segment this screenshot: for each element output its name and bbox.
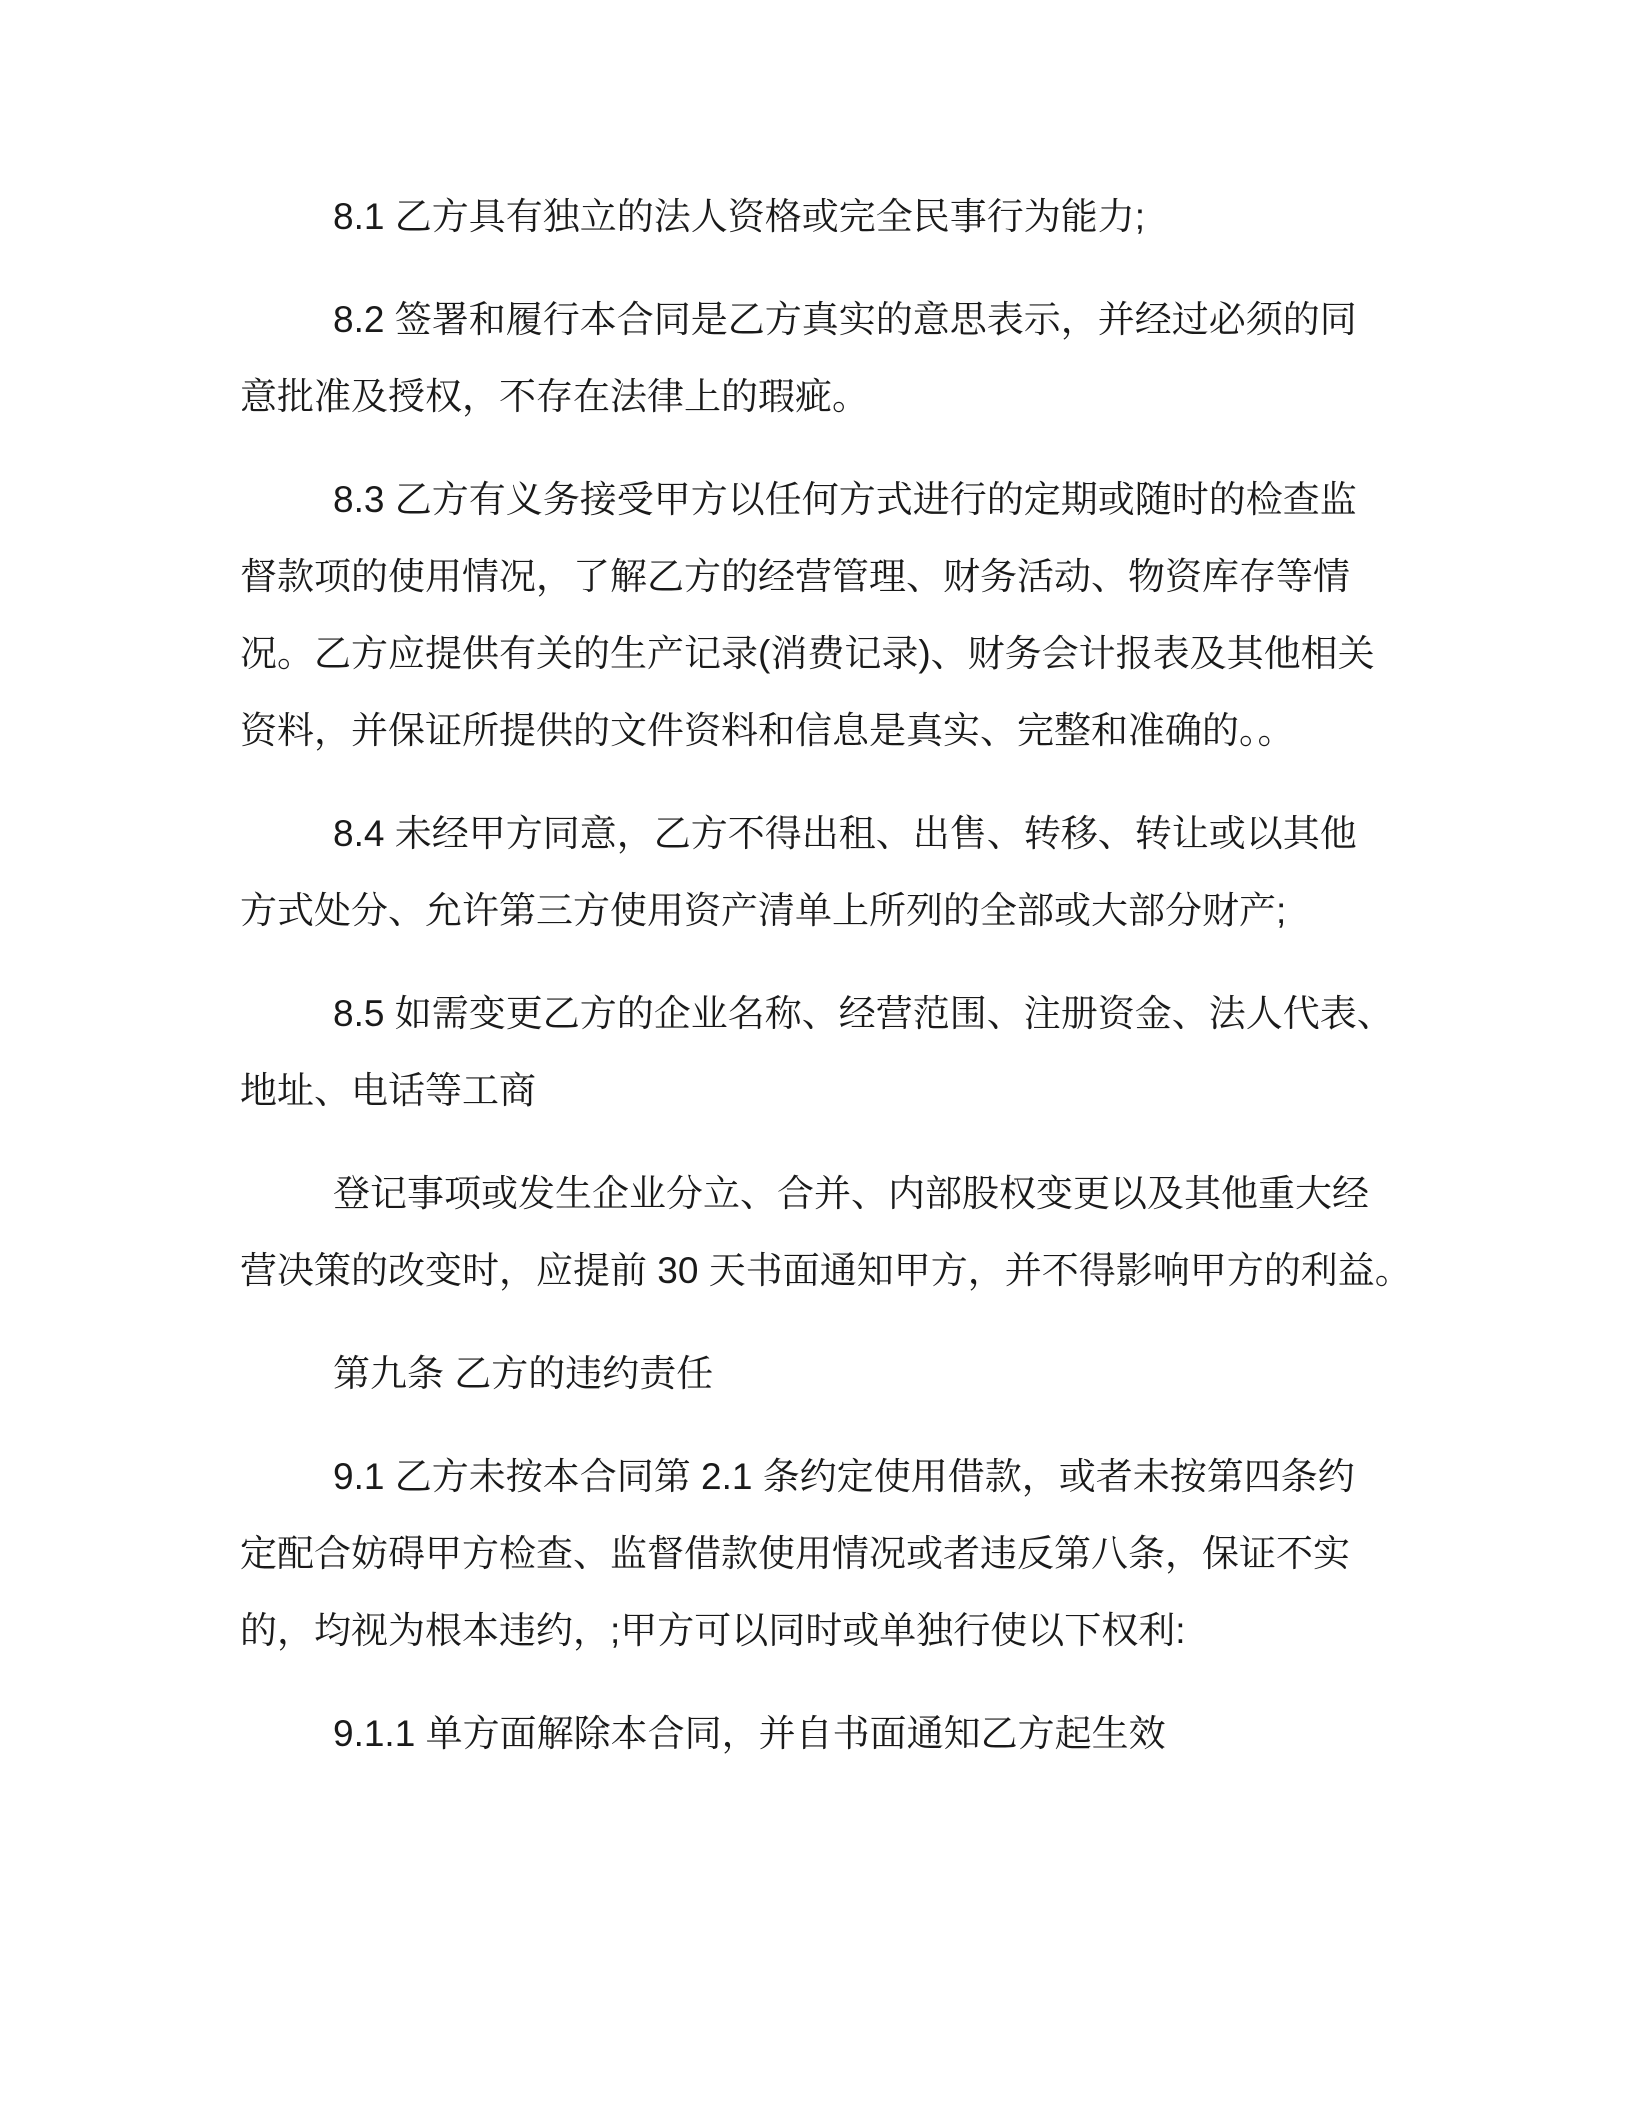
paragraph-line: 8.2 签署和履行本合同是乙方真实的意思表示，并经过必须的同 <box>333 299 1357 340</box>
paragraph-line: 意批准及授权，不存在法律上的瑕疵。 <box>240 376 869 417</box>
paragraph-line: 的，均视为根本违约，;甲方可以同时或单独行使以下权利: <box>240 1610 1186 1651</box>
paragraph-line: 登记事项或发生企业分立、合并、内部股权变更以及其他重大经 <box>333 1173 1369 1214</box>
paragraph-line: 9.1 乙方未按本合同第 2.1 条约定使用借款，或者未按第四条约 <box>333 1456 1355 1497</box>
document-page <box>240 178 1540 1798</box>
clause-8-5 <box>240 975 1540 1129</box>
clause-8-1 <box>240 178 1540 255</box>
paragraph-line: 方式处分、允许第三方使用资产清单上所列的全部或大部分财产; <box>240 890 1287 931</box>
section-heading: 第九条 乙方的违约责任 <box>333 1353 714 1394</box>
paragraph-line: 8.1 乙方具有独立的法人资格或完全民事行为能力; <box>333 196 1145 237</box>
paragraph-line: 营决策的改变时，应提前 30 天书面通知甲方，并不得影响甲方的利益。 <box>240 1250 1412 1291</box>
clause-8-3 <box>240 461 1540 769</box>
paragraph-line: 督款项的使用情况，了解乙方的经营管理、财务活动、物资库存等情 <box>240 556 1350 597</box>
paragraph-line: 地址、电话等工商 <box>240 1070 536 1111</box>
clause-9-1 <box>240 1438 1540 1669</box>
article-9-heading <box>240 1335 1540 1412</box>
paragraph-line: 资料，并保证所提供的文件资料和信息是真实、完整和准确的。。 <box>240 710 1295 751</box>
clause-8-5-continued <box>240 1155 1540 1309</box>
paragraph-line: 8.4 未经甲方同意，乙方不得出租、出售、转移、转让或以其他 <box>333 813 1357 854</box>
paragraph-line: 定配合妨碍甲方检查、监督借款使用情况或者违反第八条，保证不实 <box>240 1533 1350 1574</box>
paragraph-line: 况。乙方应提供有关的生产记录(消费记录)、财务会计报表及其他相关 <box>240 633 1375 674</box>
clause-8-2 <box>240 281 1540 435</box>
clause-9-1-1 <box>240 1695 1540 1772</box>
clause-8-4 <box>240 795 1540 949</box>
paragraph-line: 8.3 乙方有义务接受甲方以任何方式进行的定期或随时的检查监 <box>333 479 1357 520</box>
paragraph-line: 8.5 如需变更乙方的企业名称、经营范围、注册资金、法人代表、 <box>333 993 1394 1034</box>
paragraph-line: 9.1.1 单方面解除本合同，并自书面通知乙方起生效 <box>333 1713 1166 1754</box>
